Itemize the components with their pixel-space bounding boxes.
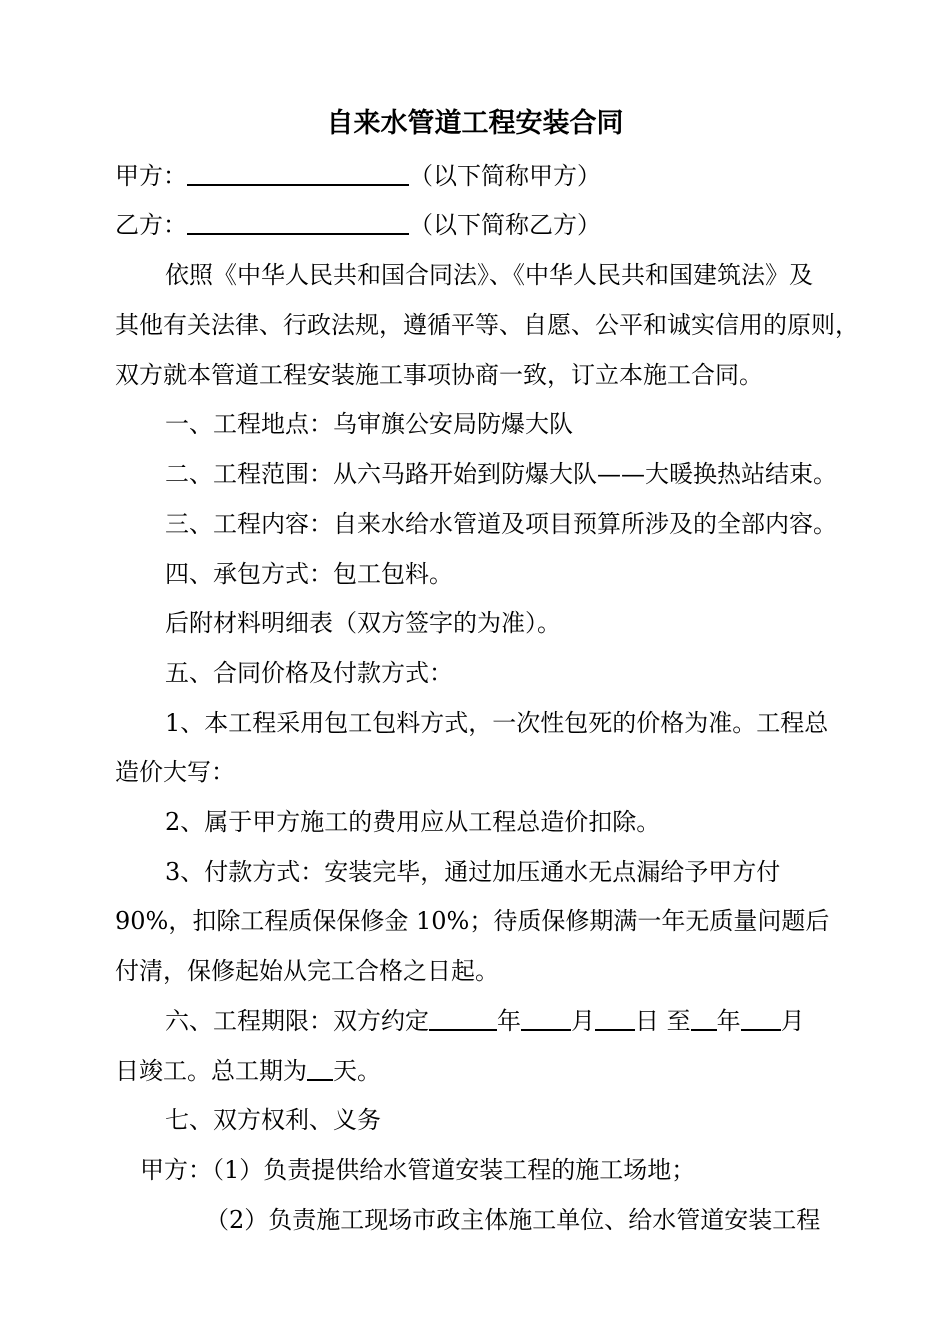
clause-contract-mode: 四、承包方式：包工包料。 [165, 560, 453, 588]
party-a-duty-1: 甲方：（1）负责提供给水管道安装工程的施工场地； [140, 1156, 696, 1184]
price-item-2: 2、属于甲方施工的费用应从工程总造价扣除。 [165, 808, 661, 836]
days-label: 天。 [333, 1057, 381, 1085]
contract-title: 自来水管道工程安装合同 [326, 108, 624, 139]
period-line-2 [115, 1057, 381, 1085]
month-label: 月 [571, 1007, 595, 1035]
clause-appendix: 后附材料明细表（双方签字的为准）。 [165, 609, 561, 637]
start-day-blank [595, 1007, 635, 1031]
preamble-line-2: 其他有关法律、行政法规，遵循平等、自愿、公平和诚实信用的原则， [115, 311, 859, 339]
end-year-blank [691, 1007, 717, 1031]
price-heading: 五、合同价格及付款方式： [165, 659, 453, 687]
party-a-blank [187, 162, 409, 186]
year-label: 年 [497, 1007, 521, 1035]
price-item-3-line-3: 付清，保修起始从完工合格之日起。 [115, 957, 499, 985]
clause-location: 一、工程地点：乌审旗公安局防爆大队 [165, 410, 573, 438]
party-a-suffix: （以下简称甲方） [409, 162, 601, 190]
preamble-line-1: 依照《中华人民共和国合同法》、《中华人民共和国建筑法》及 [165, 261, 813, 289]
total-days-blank [307, 1057, 333, 1081]
period-prefix: 六、工程期限：双方约定 [165, 1007, 429, 1035]
price-item-3-line-1: 3、付款方式：安装完毕，通过加压通水无点漏给予甲方付 [165, 858, 781, 886]
party-b-line [115, 211, 601, 239]
month2-label: 月 [780, 1007, 805, 1035]
clause-scope: 二、工程范围：从六马路开始到防爆大队——大暖换热站结束。 [165, 460, 837, 488]
party-a-line [115, 162, 601, 190]
period-completion-label: 日竣工。总工期为 [115, 1057, 307, 1085]
end-month-blank [741, 1007, 781, 1031]
day-to-label: 日 至 [635, 1007, 691, 1035]
price-item-1-line-2: 造价大写： [115, 758, 235, 786]
clause-content: 三、工程内容：自来水给水管道及项目预算所涉及的全部内容。 [165, 510, 837, 538]
start-month-blank [521, 1007, 571, 1031]
party-b-suffix: （以下简称乙方） [409, 211, 601, 239]
party-b-label: 乙方： [115, 211, 187, 239]
year2-label: 年 [716, 1007, 741, 1035]
price-item-1-line-1: 1、本工程采用包工包料方式，一次性包死的价格为准。工程总 [165, 709, 829, 737]
preamble-line-3: 双方就本管道工程安装施工事项协商一致，订立本施工合同。 [115, 361, 763, 389]
party-a-duty-2: （2）负责施工现场市政主体施工单位、给水管道安装工程 [205, 1206, 821, 1234]
period-line-1 [165, 1007, 805, 1035]
party-a-label: 甲方： [115, 162, 187, 190]
start-year-blank [429, 1007, 497, 1031]
rights-heading: 七、双方权利、义务 [165, 1106, 381, 1134]
price-item-3-line-2: 90%，扣除工程质保保修金 10%；待质保修期满一年无质量问题后 [115, 907, 830, 935]
party-b-blank [187, 211, 409, 235]
